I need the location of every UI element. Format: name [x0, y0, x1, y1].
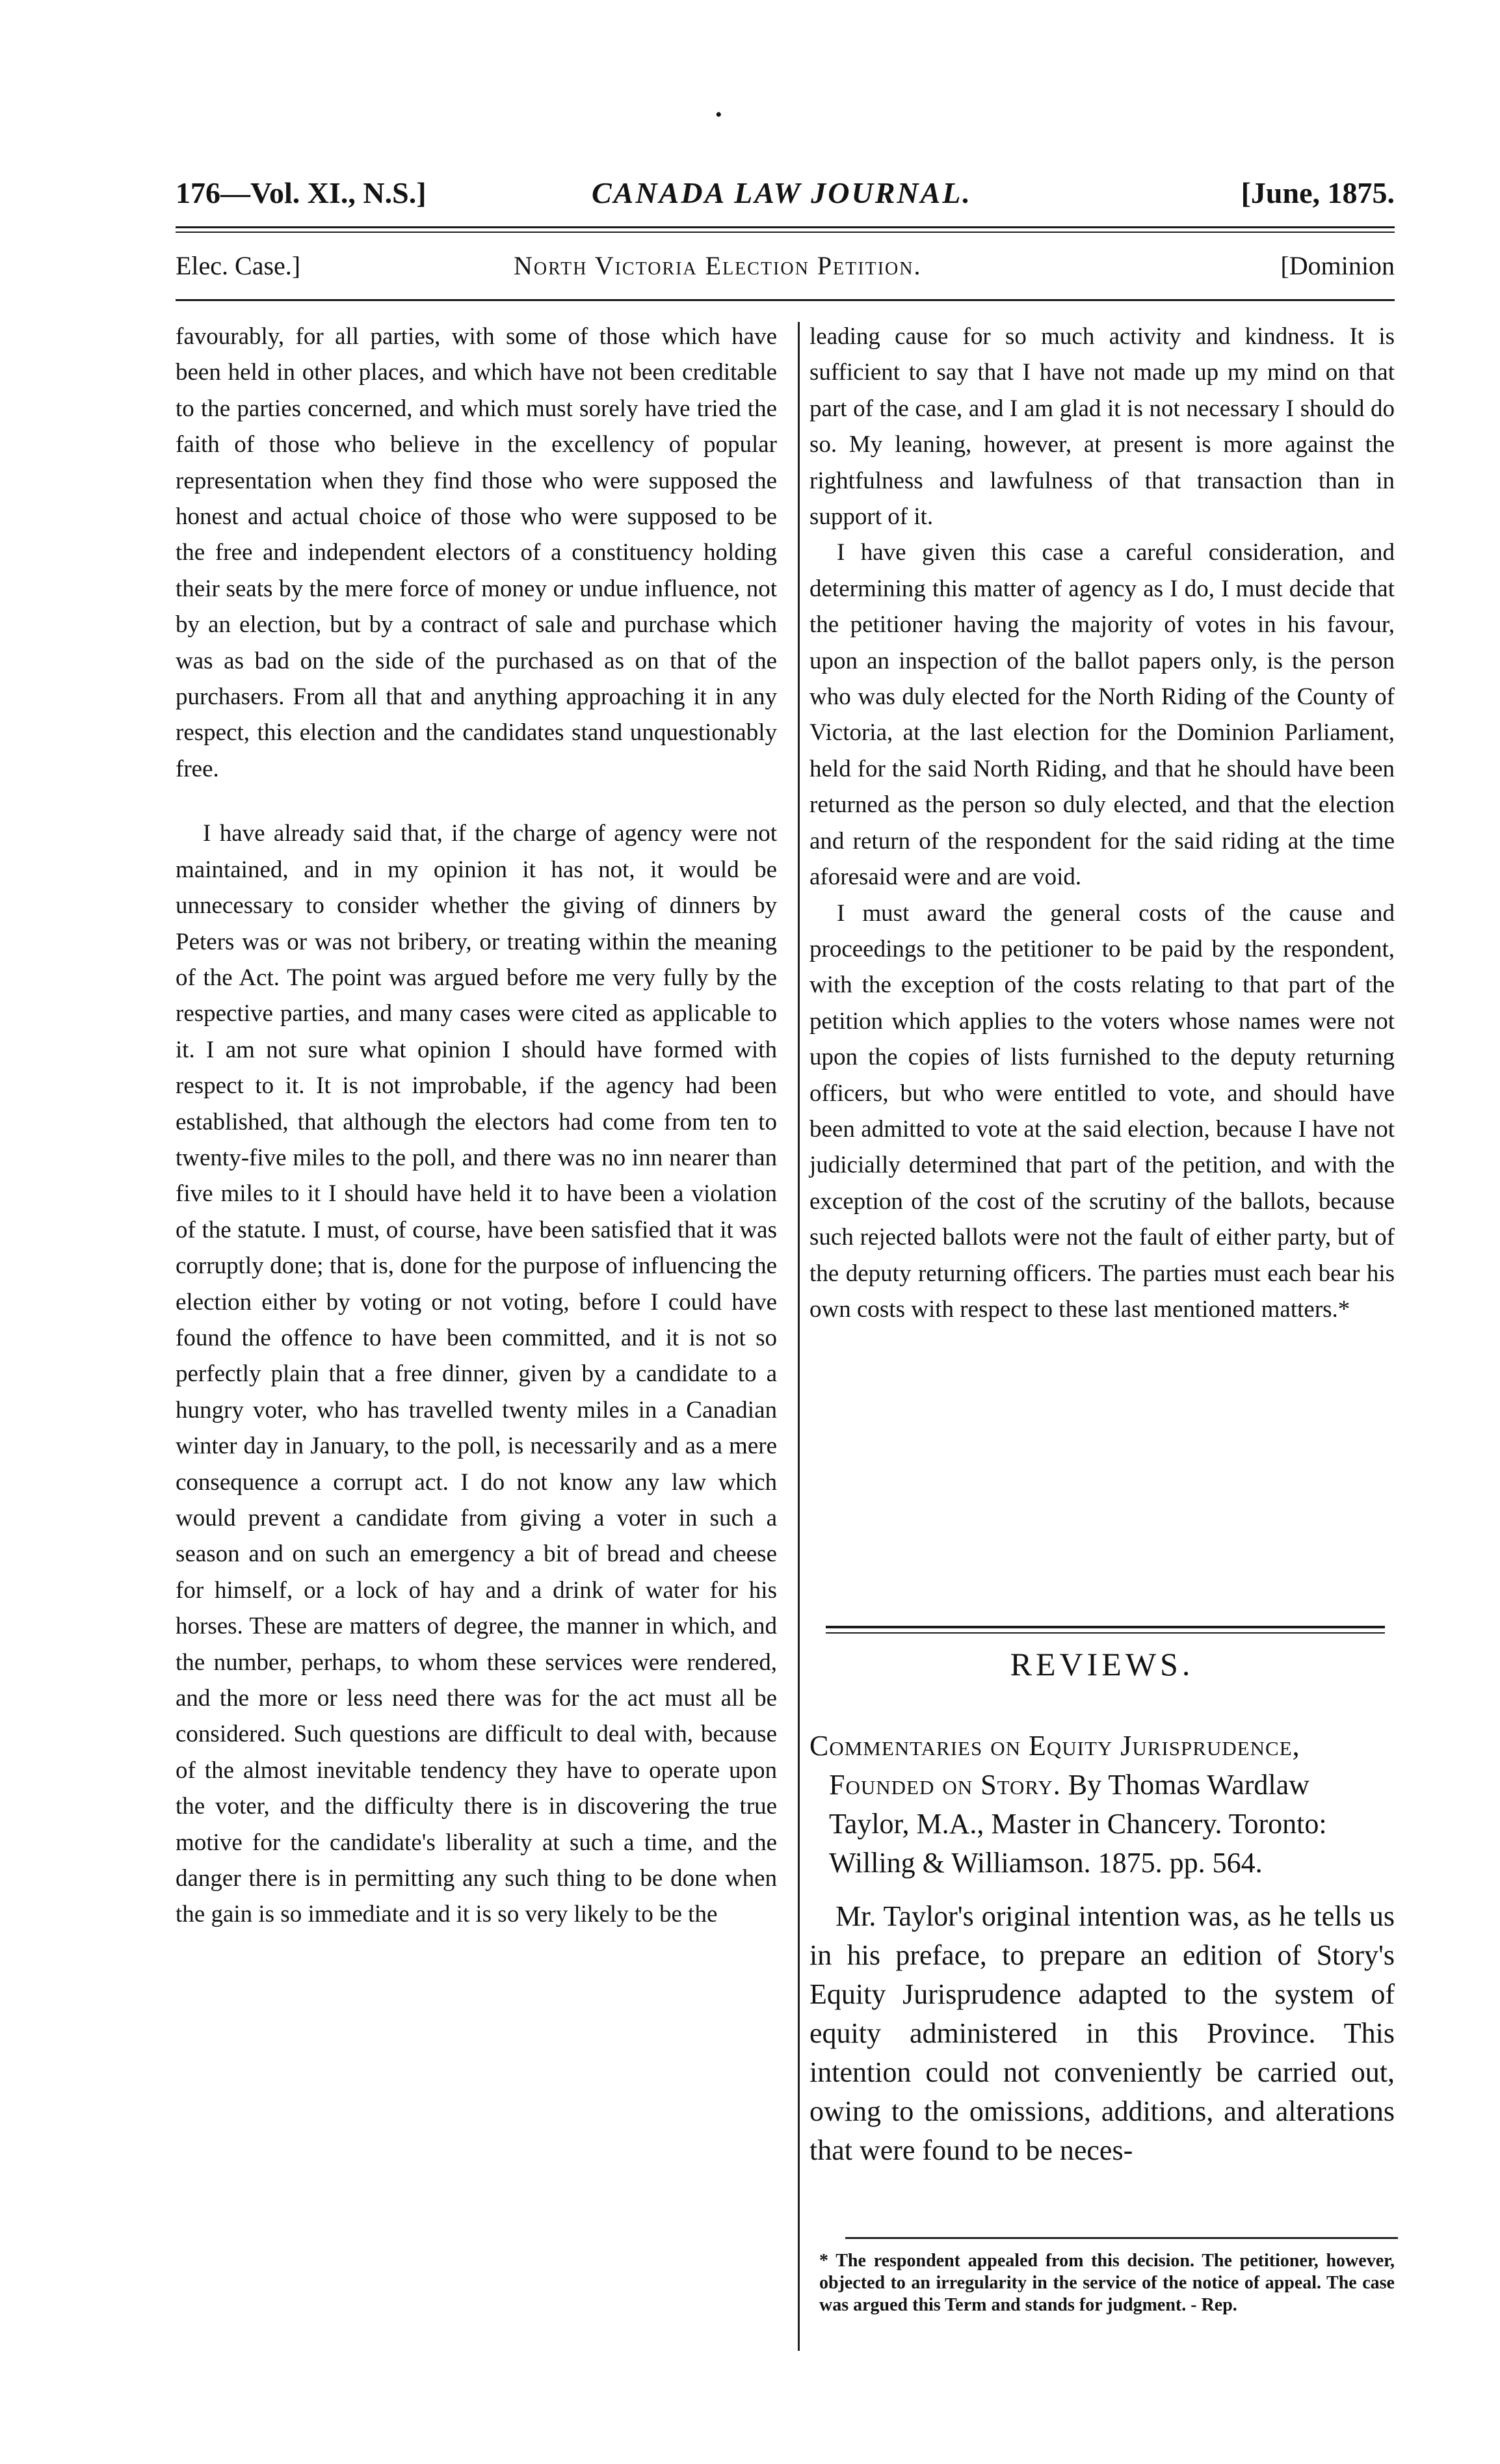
right-column [809, 319, 1395, 1327]
subheader-rule [176, 299, 1395, 301]
review-citation [809, 1727, 1395, 1883]
journal-title: CANADA LAW JOURNAL. [592, 176, 972, 209]
case-subheader [176, 250, 1395, 289]
paragraph: I have already said that, if the charge of agency were not maintained, and in my opinion it has not, it would be unnecessary to consider whether the giving of dinners by Peters was or was not bribery, or treating within the meaning of the Act. The point was argued before me very fully by the respective parties, and many cases were cited as applicable to it. I am not sure what opinion I should have formed with respect to it. It is not improbable, if the agency had been established, that although the electors had come from ten to twenty-five miles to the poll, and there was no inn nearer than five miles to it I should have held it to have been a violation of the statute. I must, of course, have been satisfied that it was corruptly done; that is, done for the purpose of influencing the election either by voting or not voting, before I could have found the offence to have been committed, and it is not so perfectly plain that a free dinner, given by a candidate to a hungry voter, who has travelled twenty miles in a Canadian winter day in January, to the poll, is necessarily and as a mere consequence a corrupt act. I do not know any law which would prevent a candidate from giving a voter in such a season and on such an emergency a bit of bread and cheese for himself, or a lock of hay and a drink of water for his horses. These are matters of degree, the manner in which, and the number, perhaps, to whom these services were rendered, and the more or less need there was for the act must all be considered. Such questions are difficult to deal with, because of the almost inevitable tendency they have to operate upon the voter, and the difficulty there is in discovering the true motive for the candidate's liberality at such a time, and the danger there is in permitting any such thing to be done when the gain is so immediate and it is so very likely to be the [176, 820, 777, 1928]
header-rule-top [176, 226, 1395, 228]
review-book-details: By Thomas Wardlaw Taylor, M.A., Master in Chancery. Toronto: Willing & Williamson. 1875. pp. 564. [829, 1769, 1327, 1879]
print-speck: • [715, 104, 722, 126]
left-column [176, 319, 777, 1933]
issue-date: [June, 1875. [1241, 176, 1395, 209]
case-type: Elec. Case.] [176, 251, 301, 280]
column-divider [798, 322, 800, 2351]
court-name: [Dominion [1280, 251, 1395, 280]
page-volume: 176—Vol. XI., N.S.] [176, 176, 427, 209]
reviews-rule-bottom [826, 1632, 1385, 1634]
reviews-heading: REVIEWS. [1010, 1646, 1194, 1682]
running-header [176, 176, 1395, 221]
header-rule-bottom [176, 232, 1395, 233]
case-title: North Victoria Election Petition. [514, 251, 922, 280]
review-body: Mr. Taylor's original intention was, as he tells us in his preface, to prepare an edition of Story's Equity Jurisprudence adapted to the system of equity administered in this Province. This intention could not conveniently be carried out, owing to the omissions, additions, and alterations that were found to be neces- [809, 1900, 1395, 2166]
footnote-rule [845, 2237, 1398, 2239]
paragraph: I have given this case a careful consideration, and determining this matter of agency as I do, I must decide that the petitioner having the majority of votes in his favour, upon an inspection of the ballot papers only, is the person who was duly elected for the North Riding of the County of Victoria, at the last election for the Dominion Parliament, held for the said North Riding, and that he should have been returned as the person so duly elected, and that the election and return of the respondent for the said riding at the time aforesaid were and are void. [809, 539, 1395, 891]
footnote: * The respondent appealed from this decision. The petitioner, however, objected to an irregularity in the service of the notice of appeal. The case was argued this Term and stands for judgment. - Rep. [819, 2251, 1395, 2315]
reviews-rule-top [826, 1626, 1385, 1628]
review-entry [809, 1727, 1395, 2170]
paragraph: favourably, for all parties, with some of those which have been held in other places, and which have not been creditable to the parties concerned, and which must sorely have tried the faith of those who believe in the excellency of popular representation when they find those who were supposed the honest and actual choice of those who were supposed to be the free and independent electors of a constituency holding their seats by the mere force of money or undue influence, not by an election, but by a contract of sale and purchase which was as bad on the side of the purchased as on that of the purchasers. From all that and anything approaching it in any respect, this election and the candidates stand unquestionably free. [176, 323, 777, 782]
paragraph: I must award the general costs of the cause and proceedings to the petitioner to be paid by the respondent, with the exception of the costs relating to that part of the petition which applies to the voters whose names were not upon the copies of lists furnished to the deputy returning officers, but who were entitled to vote, and should have been admitted to vote at the said election, because I have not judicially determined that part of the petition, and with the exception of the cost of the scrutiny of the ballots, because such rejected ballots were not the fault of either party, but of the deputy returning officers. The parties must each bear his own costs with respect to these last mentioned matters.* [809, 899, 1395, 1323]
review-book-title: Commentaries on Equity Jurisprudence, Founded on Story. [809, 1730, 1300, 1801]
paragraph: leading cause for so much activity and kindness. It is sufficient to say that I have not made up my mind on that part of the case, and I am glad it is not necessary I should do so. My leaning, however, at present is more against the rightfulness and lawfulness of that transaction than in support of it. [809, 323, 1395, 531]
